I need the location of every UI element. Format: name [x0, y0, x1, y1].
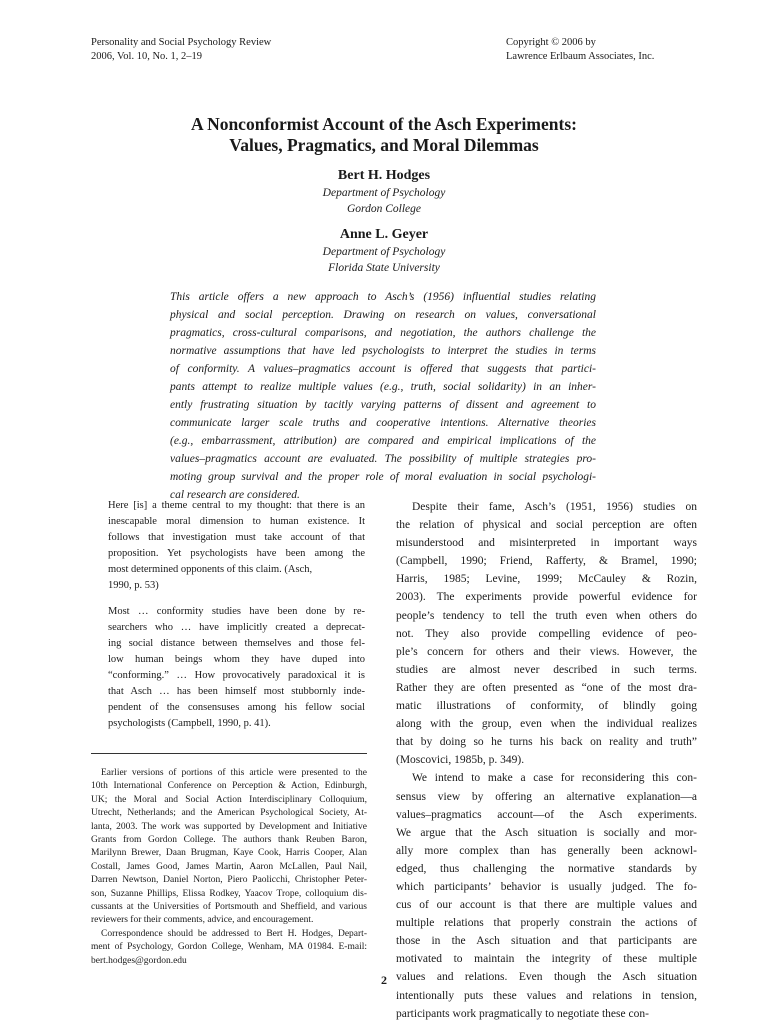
epigraph-line: psychologists (Campbell, 1990, p. 41).	[108, 718, 271, 729]
epigraph-line: “conforming.” … How provocatively paradoxical it is	[108, 670, 365, 681]
body-line: motivated to maintain the integrity of these multiple	[396, 953, 697, 966]
author-department: Department of Psychology	[322, 246, 446, 258]
body-line: values and relations. Even though the Asch situation	[396, 971, 697, 984]
epigraph-line: Here [is] a theme central to my thought: that there is an	[108, 500, 365, 511]
abstract-line: (e.g., embarrassment, attribution) are compared and empirical implications of the	[170, 435, 596, 447]
epigraph-campbell	[108, 604, 365, 732]
body-line: values–pragmatics account—of the Asch experiments.	[396, 808, 697, 821]
body-line: edged, thus challenging the normative standards by	[396, 862, 697, 875]
body-line: misunderstood and misinterpreted in important ways	[396, 537, 697, 550]
abstract-line: physical and social perception. Drawing on research on values, conversational	[170, 309, 596, 321]
footnote-line: Marilynn Brewer, Daan Brugman, Kaye Cook, Harris Cooper, Alan	[91, 848, 367, 859]
abstract-line: cal research are considered.	[170, 489, 300, 501]
body-line: those in the Asch situation and that participants are	[396, 935, 697, 948]
body-line: the relation of physical and social perception are often	[396, 519, 697, 532]
epigraph-line: Most … conformity studies have been done by re-	[108, 606, 365, 617]
epigraph-line: most determined opponents of this claim. (Asch,	[108, 564, 313, 575]
footnote-line: reviewers for their comments, advice, and encouragement.	[91, 915, 314, 926]
body-line: 2003). The experiments provide powerful evidence for	[396, 591, 697, 604]
footnote-line: son, Suzanne Phillips, Elissa Rodkey, Yaacov Trope, colloquium dis-	[91, 888, 367, 899]
footnote-line: Earlier versions of portions of this article were presented to the	[101, 768, 367, 778]
journal-volume: 2006, Vol. 10, No. 1, 2–19	[91, 51, 203, 62]
footnote-line: Grants from Gordon College. The authors thank Reuben Baron,	[91, 835, 367, 846]
body-line: (Campbell, 1990; Friend, Rafferty, & Bramel, 1990;	[396, 555, 697, 568]
abstract-line: ently frustrating situation by tacitly varying patterns of dissent and agreement to	[170, 399, 596, 411]
footnote-divider	[91, 753, 367, 754]
title-line-2: Values, Pragmatics, and Moral Dilemmas	[229, 135, 539, 155]
copyright-notice	[506, 36, 654, 64]
abstract-line: This article offers a new approach to Asch’s (1956) influential studies relating	[170, 291, 596, 303]
abstract-line: normative assumptions that have led psychologists to interpret the studies in terms	[170, 345, 596, 357]
footnote-line: lanta, 2003. The work was supported by Development and Initiative	[91, 821, 367, 832]
author-institution: Florida State University	[328, 262, 440, 274]
body-line: ally more complex than has generally been acknowl-	[396, 844, 697, 857]
body-line: along with the group, even when the individual realizes	[396, 718, 697, 731]
journal-citation	[91, 36, 271, 64]
author-name: Bert H. Hodges	[337, 168, 431, 183]
epigraph-asch	[108, 498, 365, 594]
epigraph-line: pendent of the consensuses among his fellow social	[108, 702, 365, 713]
footnote-line: Costall, James Good, James Martin, Aaron McLallen, Paul Nail,	[91, 861, 367, 872]
body-line: intentionally puts these values and relations in tension,	[396, 989, 697, 1002]
journal-name: Personality and Social Psychology Review	[91, 37, 272, 48]
body-text	[396, 498, 697, 1023]
body-line: sensus view by offering an alternative explanation—a	[396, 790, 697, 803]
body-line: Despite their fame, Asch’s (1951, 1956) studies on	[412, 501, 697, 513]
title-line-1: A Nonconformist Account of the Asch Experiments:	[191, 114, 577, 134]
copyright-line: Copyright © 2006 by	[506, 37, 596, 48]
body-line: which participants’ behavior is usually judged. The fo-	[396, 880, 697, 893]
footnote-line: 10th International Conference on Perception & Action, Edinburgh,	[91, 781, 367, 792]
author-department: Department of Psychology	[322, 187, 446, 199]
abstract-line: communicate larger scale truths and cooperative intentions. Alternative theories	[170, 417, 596, 429]
body-line: studies are almost never described in such terms.	[396, 663, 697, 676]
epigraph-line: proposition. Yet psychologists have been among the	[108, 548, 365, 559]
epigraph-line: searchers who … have implicitly created a deprecat-	[108, 622, 365, 633]
body-line: participants work pragmatically to negotiate these con-	[396, 1007, 649, 1020]
footnote-line: Darren Newtson, Daniel Norton, Piero Paolicchi, Christopher Peter-	[91, 875, 367, 886]
body-line: people’s tendency to tell the truth even when others do	[396, 609, 697, 622]
abstract-line: of conformity. A values–pragmatics account is offered that suggests that partici-	[170, 363, 596, 375]
footnote	[91, 767, 367, 968]
epigraph-line: 1990, p. 53)	[108, 580, 159, 591]
footnote-line: bert.hodges@gordon.edu	[91, 955, 187, 966]
body-line: not. They also provide compelling evidence of peo-	[396, 627, 697, 640]
epigraph-line: that Asch … has been himself most stubbornly inde-	[108, 686, 365, 697]
body-line: We intend to make a case for reconsidering this con-	[412, 772, 697, 785]
footnote-line: ment of Psychology, Gordon College, Wenham, MA 01984. E-mail:	[91, 942, 367, 953]
article-title	[0, 114, 768, 156]
body-line: Rather they are often presented as “one of the most dra-	[396, 681, 697, 694]
author-institution: Gordon College	[347, 203, 421, 215]
page-number: 2	[381, 973, 387, 987]
epigraph-line: low human beings whom they have duped into	[108, 654, 365, 665]
body-line: ple’s concern for others and their views. However, the	[396, 645, 697, 658]
abstract-line: moting group survival and the proper role of moral evaluation in social psychologi-	[170, 471, 596, 483]
author-block-1	[0, 167, 768, 217]
body-line: We argue that the Asch situation is socially and mor-	[396, 826, 697, 839]
body-line: matic illustrations of conformity, of blindly going	[396, 700, 697, 713]
footnote-line: Utrecht, Netherlands; and the American Psychological Society, At-	[91, 808, 367, 819]
abstract-line: pragmatics, cross-cultural comparisons, and negotiation, the authors challenge the	[170, 327, 596, 339]
publisher-line: Lawrence Erlbaum Associates, Inc.	[506, 51, 655, 62]
footnote-line: UK; the Moral and Social Action Interdisciplinary Colloquium,	[91, 794, 367, 805]
abstract-line: pants attempt to realize multiple values (e.g., truth, social solidarity) in an inher-	[170, 381, 596, 393]
epigraph-line: inescapable moral dimension to human existence. It	[108, 516, 365, 527]
author-block-2	[0, 226, 768, 276]
abstract	[170, 288, 596, 504]
footnote-line: cussants at the Universities of Portsmouth and Sheffield, and various	[91, 902, 367, 913]
body-line: Harris, 1985; Levine, 1999; McCauley & Rozin,	[396, 573, 697, 586]
abstract-line: values–pragmatics account are evaluated. The possibility of multiple strategies pro-	[170, 453, 596, 465]
epigraph-line: ing social distance between themselves and those fel-	[108, 638, 365, 649]
body-line: that by doing so he turns his back on reality and truth”	[396, 736, 697, 749]
body-line: (Moscovici, 1985b, p. 349).	[396, 754, 525, 767]
body-line: cus of our account is that there are multiple values and	[396, 899, 697, 912]
body-line: multiple relations that properly constrain the actions of	[396, 917, 697, 930]
epigraph-line: follows that investigation must take account of that	[108, 532, 365, 543]
author-name: Anne L. Geyer	[339, 227, 429, 242]
footnote-line: Correspondence should be addressed to Bert H. Hodges, Depart-	[101, 928, 367, 939]
